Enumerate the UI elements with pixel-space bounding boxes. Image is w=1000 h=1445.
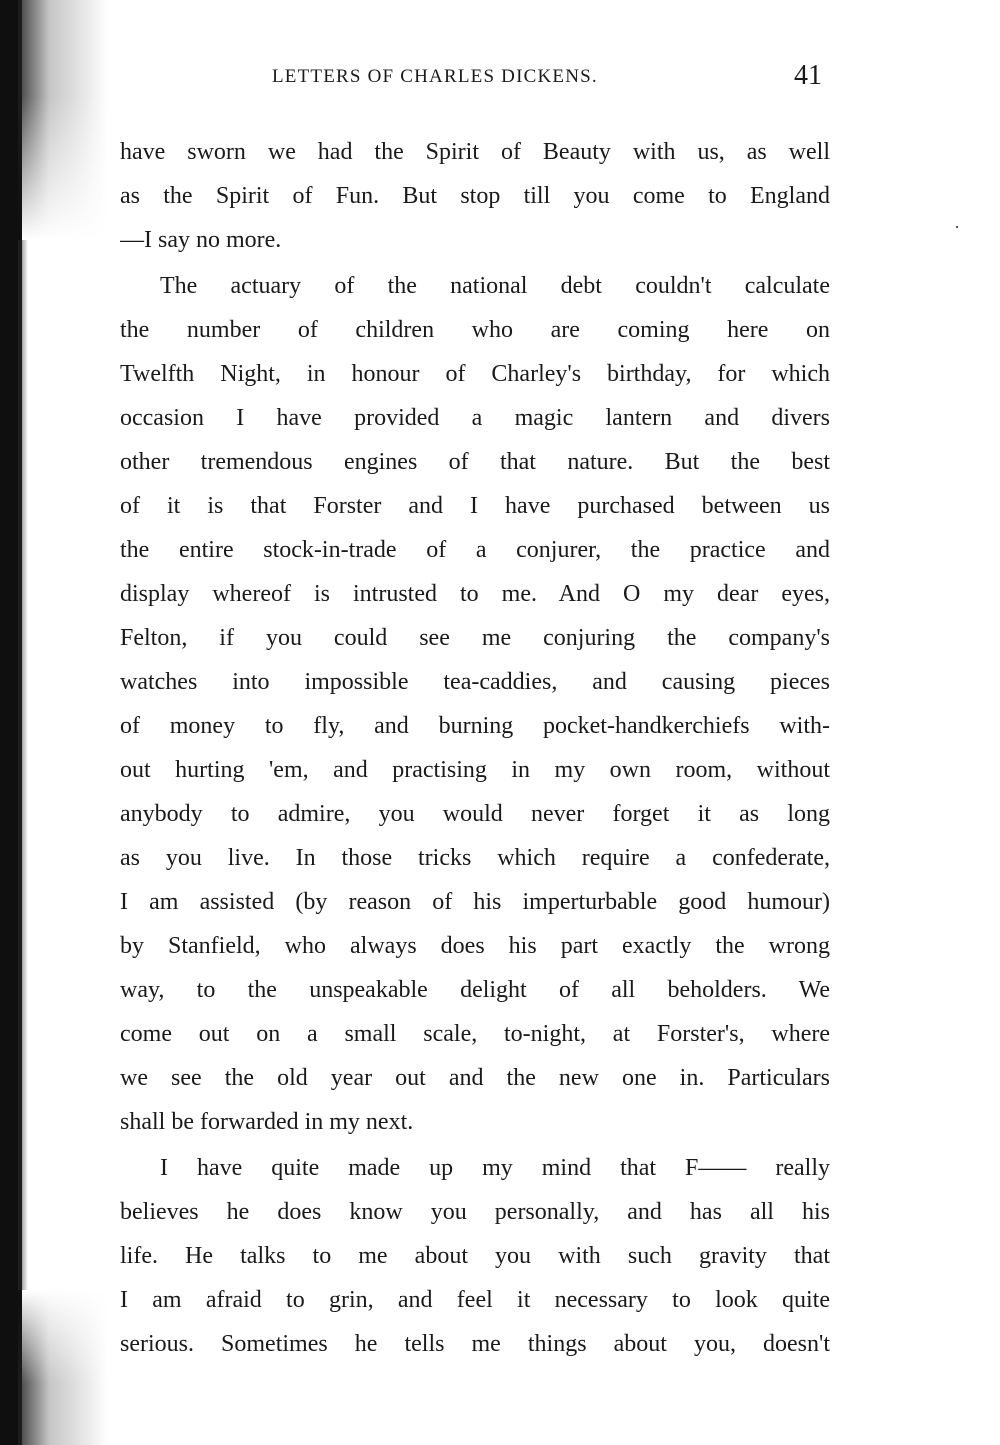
text-line: we see the old year out and the new one in. Particulars bbox=[120, 1065, 830, 1091]
text-line: way, to the unspeakable delight of all beholders. We bbox=[120, 977, 830, 1003]
binding-shadow-bottom bbox=[18, 1290, 108, 1445]
text-line: of money to fly, and burning pocket-handkerchiefs with- bbox=[120, 713, 830, 739]
text-line: serious. Sometimes he tells me things about you, doesn't bbox=[120, 1331, 830, 1357]
text-line: as the Spirit of Fun. But stop till you come to England bbox=[120, 183, 830, 209]
text-line: as you live. In those tricks which require a confederate, bbox=[120, 845, 830, 871]
text-line: Felton, if you could see me conjuring the company's bbox=[120, 625, 830, 651]
text-line: out hurting 'em, and practising in my own room, without bbox=[120, 757, 830, 783]
paragraph bbox=[120, 1146, 830, 1366]
text-line: the entire stock-in-trade of a conjurer, the practice and bbox=[120, 537, 830, 563]
text-line: by Stanfield, who always does his part exactly the wrong bbox=[120, 933, 830, 959]
text-line: have sworn we had the Spirit of Beauty with us, as well bbox=[120, 139, 830, 165]
binding-shadow-middle bbox=[18, 240, 28, 1290]
text-line: I am afraid to grin, and feel it necessary to look quite bbox=[120, 1287, 830, 1313]
running-title: LETTERS OF CHARLES DICKENS. bbox=[272, 66, 598, 87]
text-line: come out on a small scale, to-night, at Forster's, where bbox=[120, 1021, 830, 1047]
paragraph bbox=[120, 264, 830, 1144]
text-line: anybody to admire, you would never forget it as long bbox=[120, 801, 830, 827]
text-line: Twelfth Night, in honour of Charley's birthday, for which bbox=[120, 361, 830, 387]
text-line: I have quite made up my mind that F—— really bbox=[160, 1155, 830, 1181]
text-line: —I say no more. bbox=[120, 227, 282, 253]
text-line: believes he does know you personally, and has all his bbox=[120, 1199, 830, 1225]
text-line: The actuary of the national debt couldn't calculate bbox=[160, 273, 830, 299]
page-number: 41 bbox=[794, 60, 822, 91]
text-line: occasion I have provided a magic lantern and divers bbox=[120, 405, 830, 431]
text-line: life. He talks to me about you with such gravity that bbox=[120, 1243, 830, 1269]
scan-speck bbox=[956, 226, 958, 228]
text-line: of it is that Forster and I have purchased between us bbox=[120, 493, 830, 519]
text-line: display whereof is intrusted to me. And O my dear eyes, bbox=[120, 581, 830, 607]
text-line: I am assisted (by reason of his imperturbable good humour) bbox=[120, 889, 830, 915]
text-line: other tremendous engines of that nature. But the best bbox=[120, 449, 830, 475]
text-line: the number of children who are coming here on bbox=[120, 317, 830, 343]
text-line: watches into impossible tea-caddies, and causing pieces bbox=[120, 669, 830, 695]
body-text bbox=[120, 130, 830, 1366]
running-header bbox=[120, 60, 830, 100]
binding-shadow-top bbox=[18, 0, 108, 240]
paragraph bbox=[120, 130, 830, 262]
text-line: shall be forwarded in my next. bbox=[120, 1109, 414, 1135]
